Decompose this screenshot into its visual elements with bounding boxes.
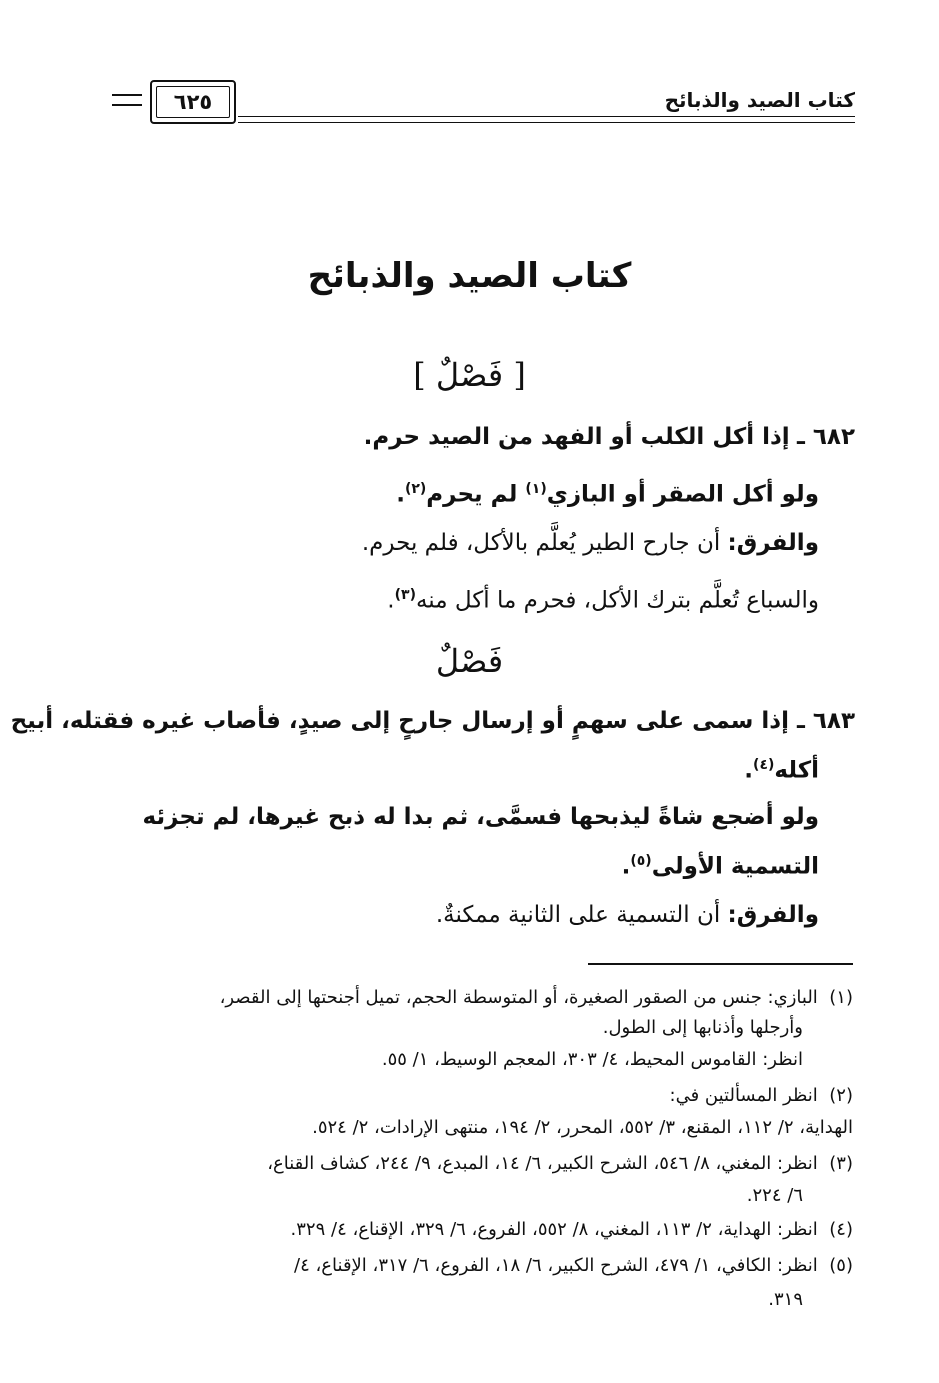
footnote-ref: (٤) [753,757,775,773]
footnote-4-line-1 [291,1216,853,1244]
page-number: ٦٢٥ [173,90,213,114]
contrast-text: ولو أضجع شاةً ليذبحها فسمَّى، ثم بدا له ذبح غيرها، لم تجزئه [142,804,819,830]
footnote-ref: (١) [525,481,547,497]
footnote-marker: (١) [829,987,853,1008]
difference-text: والسباع تُعلَّم بترك الأكل، فحرم ما أكل منه [415,587,819,614]
issue-683-difference-line [436,898,819,932]
header-rule-bottom [238,122,855,123]
difference-label: والفرق: [727,530,819,556]
issue-number: ٦٨٢ ـ [797,424,855,450]
footnote-1-line-2: وأرجلها وأذنابها إلى الطول. [602,1017,803,1038]
footnote-5-line-2: ٣١٩. [768,1289,803,1310]
footnote-marker: (٣) [829,1153,853,1174]
page-number-frame [150,80,236,124]
issue-statement-cont: أكله [774,757,819,784]
footnote-2-line-2: الهداية، ٢/ ١١٢، المقنع، ٣/ ٥٥٢، المحرر، ٢/ ١٩٤، منتهى الإرادات، ٢/ ٥٢٤. [312,1117,853,1138]
issue-statement: إذا سمى على سهمٍ أو إرسال جارحٍ إلى صيدٍ، فأصاب غيره فقتله، أبيح [10,708,789,734]
header-rule-top [238,116,855,117]
issue-682-contrast-line: ولو أكل الصقر أو البازي$^{(١)}$ لم يحرم$^{(٢)}$. [396,481,819,508]
difference-text: أن جارح الطير يُعلَّم بالأكل، فلم يحرم. [361,530,721,556]
book-title: كتاب الصيد والذبائح [307,256,632,296]
footnote-1-line-3: انظر: القاموس المحيط، ٤/ ٣٠٣، المعجم الوسيط، ١/ ٥٥. [381,1049,803,1070]
header-ornament-lines [112,94,142,106]
issue-number: ٦٨٣ ـ [797,708,855,734]
issue-682-statement-line [364,420,855,454]
section-heading: فَصْلٌ [435,642,504,680]
footnote-text: انظر: المغني، ٨/ ٥٤٦، الشرح الكبير، ٦/ ١٤، المبدع، ٩/ ٢٤٤، كشاف القناع، [267,1153,818,1174]
footnote-3-line-1 [267,1150,853,1178]
issue-683-contrast-line-2: التسمية الأولى$^{(٥)}$. [621,853,819,880]
contrast-text-b: لم يحرم [426,481,518,508]
issue-683-statement-line [11,704,855,738]
footnote-3-line-2: ٦/ ٢٢٤. [746,1185,803,1206]
issue-statement: إذا أكل الكلب أو الفهد من الصيد حرم. [363,424,790,450]
footnote-2-line-1 [670,1082,854,1110]
contrast-text-a: ولو أكل الصقر أو البازي [546,481,819,508]
footnote-separator [588,963,853,965]
difference-text: أن التسمية على الثانية ممكنةٌ. [435,902,721,928]
footnote-marker: (٢) [829,1085,853,1106]
issue-682-difference-line [362,526,819,560]
footnote-text: البازي: جنس من الصقور الصغيرة، أو المتوسطة الحجم، تميل أجنحتها إلى القصر، [219,987,818,1008]
footnote-ref: (٣) [394,587,416,603]
footnote-ref: (٥) [630,853,652,869]
issue-683-statement-line-2: أكله$^{(٤)}$. [744,757,819,784]
footnote-1-line-1 [220,984,853,1012]
footnote-marker: (٥) [829,1255,853,1276]
issue-682-difference-line-2: والسباع تُعلَّم بترك الأكل، فحرم ما أكل منه$^{(٣)}$. [387,587,819,614]
footnote-ref: (٢) [404,481,427,497]
footnote-marker: (٤) [829,1219,853,1240]
footnote-text: انظر المسألتين في: [669,1085,818,1106]
footnote-5-line-1 [294,1252,853,1280]
difference-label: والفرق: [727,902,819,928]
contrast-text-cont: التسمية الأولى [651,853,819,880]
footnote-text: انظر: الكافي، ١/ ٤٧٩، الشرح الكبير، ٦/ ١٨، الفروع، ٦/ ٣١٧، الإقناع، ٤/ [294,1255,818,1276]
footnote-text: انظر: الهداية، ٢/ ١١٣، المغني، ٨/ ٥٥٢، الفروع، ٦/ ٣٢٩، الإقناع، ٤/ ٣٢٩. [290,1219,818,1240]
running-header-title: كتاب الصيد والذبائح [664,88,855,112]
section-heading-bracketed: [ فَصْلٌ ] [413,356,526,394]
issue-683-contrast-line [143,800,819,834]
